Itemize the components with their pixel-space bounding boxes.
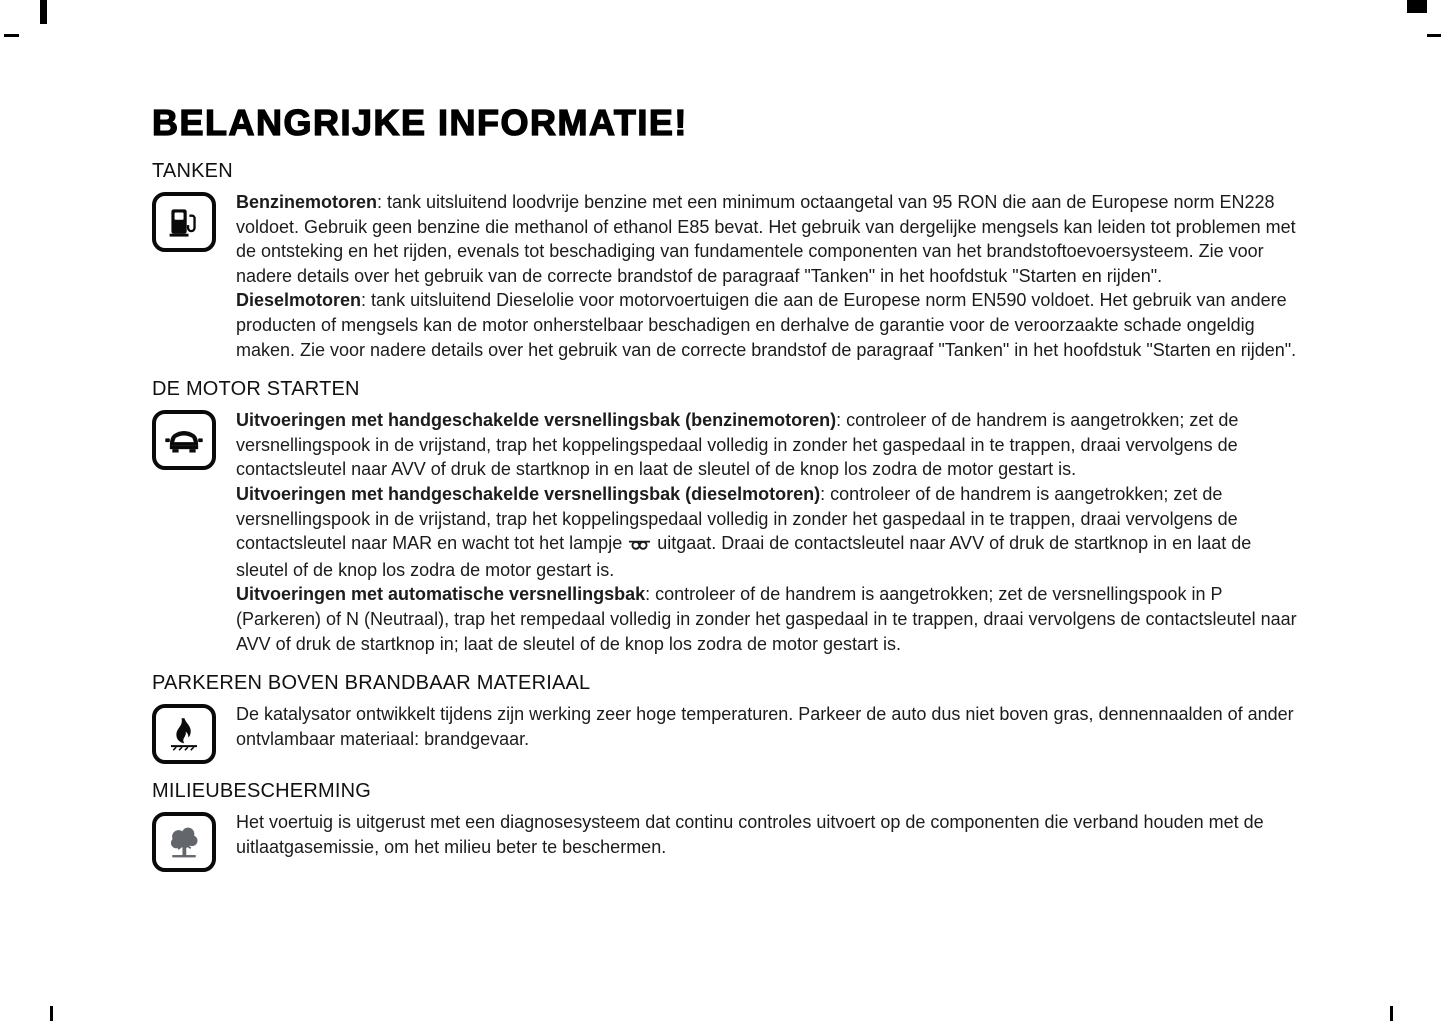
flame-icon	[152, 704, 216, 764]
car-icon	[152, 410, 216, 470]
section-heading-milieu: MILIEUBESCHERMING	[152, 780, 371, 803]
section-milieu	[152, 810, 1317, 872]
section-heading-motor-starten: DE MOTOR STARTEN	[152, 378, 360, 401]
paragraph-lead-bold: Dieselmotoren	[236, 290, 362, 311]
section-tanken	[152, 190, 1317, 362]
paragraph-automatisch	[236, 582, 1306, 656]
paragraph-lead-bold: Uitvoeringen met handgeschakelde versnellingsbak (benzinemotoren)	[236, 410, 837, 431]
section-heading-tanken: TANKEN	[152, 160, 233, 182]
page-content	[152, 102, 1317, 872]
paragraph-lead-bold: Uitvoeringen met automatische versnellingsbak	[236, 584, 646, 605]
page-title: BELANGRIJKE INFORMATIE!	[152, 102, 688, 143]
section-motor-starten-text	[236, 408, 1306, 656]
paragraph-body: Het voertuig is uitgerust met een diagnosesysteem dat continu controles uitvoert op de componenten die verband houden met de uitlaatgasemissie, om het milieu beter te beschermen.	[236, 812, 1264, 857]
section-parkeren-text	[236, 702, 1306, 751]
crop-mark-bottom-right	[1390, 1006, 1393, 1021]
paragraph-benzinemotoren	[236, 190, 1306, 288]
glow-plug-indicator-icon	[628, 533, 651, 558]
crop-mark-top-left-bar	[40, 0, 47, 24]
section-heading-parkeren: PARKEREN BOVEN BRANDBAAR MATERIAAL	[152, 672, 591, 695]
tree-icon	[152, 812, 216, 872]
paragraph-dieselmotoren	[236, 288, 1306, 362]
section-tanken-text	[236, 190, 1306, 362]
paragraph-handgeschakeld-diesel	[236, 482, 1306, 582]
fuel-pump-icon	[152, 192, 216, 252]
crop-mark-top-right-box	[1407, 0, 1427, 13]
paragraph-body: De katalysator ontwikkelt tijdens zijn werking zeer hoge temperaturen. Parkeer de auto dus niet boven gras, dennennaalden of ander ontvlambaar materiaal: brandgevaar.	[236, 704, 1294, 749]
paragraph-body: : controleer of de handrem is aangetrokken; zet de versnellingspook in de vrijstand, trap het koppelingspedaal volledig in zonder het gaspedaal in te trappen, draai vervolgens de contactsleutel naar MAR en wacht tot het lampje	[236, 483, 1238, 554]
section-motor-starten	[152, 408, 1317, 656]
paragraph-diagnosesysteem	[236, 810, 1306, 859]
section-milieu-text	[236, 810, 1306, 859]
crop-mark-top-right-dash	[1427, 34, 1441, 37]
paragraph-katalysator	[236, 702, 1306, 751]
paragraph-body: uitgaat. Draai de contactsleutel naar AVV of druk de startknop in en laat de sleutel of de knop los zodra de motor gestart is.	[236, 533, 1252, 580]
crop-mark-top-left-dash	[4, 34, 19, 37]
paragraph-handgeschakeld-benzine	[236, 408, 1306, 482]
paragraph-body: : controleer of de handrem is aangetrokken; zet de versnellingspook in de vrijstand, trap het koppelingspedaal volledig in zonder het gaspedaal in te trappen, draai vervolgens de contactsleutel naar AVV of druk de startknop in en laat de sleutel of de knop los zodra de motor gestart is.	[236, 410, 1239, 480]
section-parkeren	[152, 702, 1317, 764]
paragraph-lead-bold: Benzinemotoren	[236, 192, 378, 212]
paragraph-body: : controleer of de handrem is aangetrokken; zet de versnellingspook in P (Parkeren) of N (Neutraal), trap het rempedaal volledig in zonder het gaspedaal in te trappen, draai vervolgens de contactsleutel naar AVV of druk de startknop in; laat de sleutel of de knop los zodra de motor gestart is.	[236, 584, 1297, 654]
paragraph-lead-bold: Uitvoeringen met handgeschakelde versnellingsbak (dieselmotoren)	[236, 483, 821, 504]
crop-mark-bottom-left	[50, 1006, 53, 1021]
paragraph-body: : tank uitsluitend Dieselolie voor motorvoertuigen die aan de Europese norm EN590 voldoet. Het gebruik van andere producten of mengsels kan de motor onherstelbaar beschadigen en derhalve de garantie voor de veroorzaakte schade ongeldig maken. Zie voor nadere details over het gebruik van de correcte brandstof de paragraaf "Tanken" in het hoofdstuk "Starten en rijden".	[236, 290, 1297, 360]
paragraph-body: : tank uitsluitend loodvrije benzine met een minimum octaangetal van 95 RON die aan de Europese norm EN228 voldoet. Gebruik geen benzine die methanol of ethanol E85 bevat. Het gebruik van dergelijke mengsels kan leiden tot problemen met de ontsteking en het rijden, evenals tot beschadiging van fundamentele componenten van het brandstoftoevoersysteem. Zie voor nadere details over het gebruik van de correcte brandstof de paragraaf "Tanken" in het hoofdstuk "Starten en rijden".	[236, 192, 1296, 286]
